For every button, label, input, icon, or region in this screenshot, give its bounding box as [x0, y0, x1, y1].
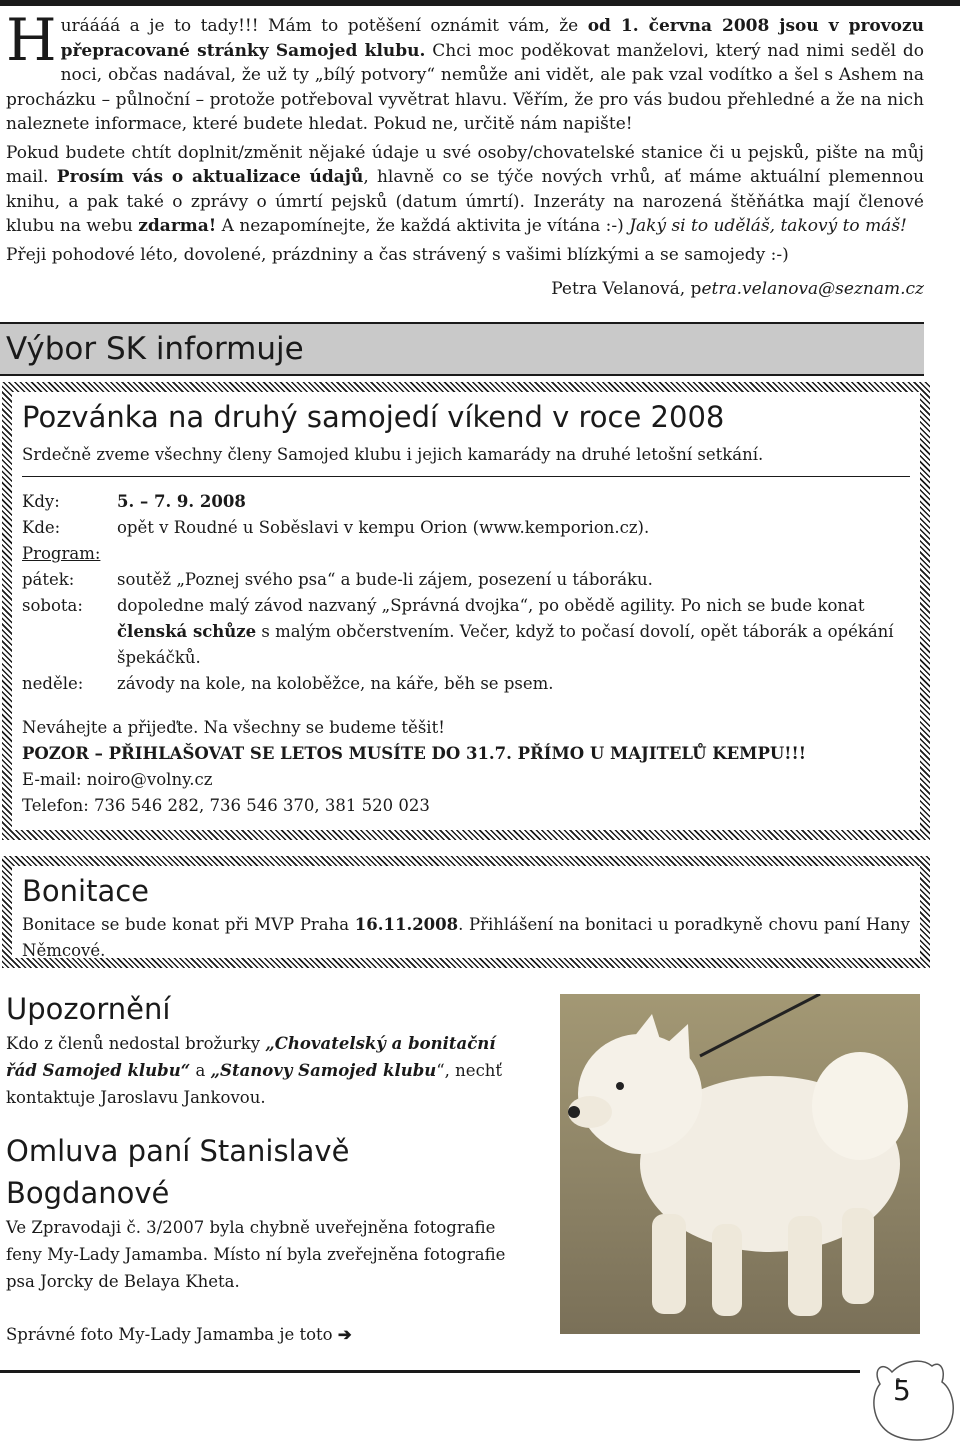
- row-sobota: sobota: dopoledne malý závod nazvaný „Správná dvojka“, po obědě agility. Po nich se bude konat členská schůze s malým občerstvením. Večer, když to počasí dovolí, opět táborák a opékání špekáčků.: [22, 596, 894, 667]
- samoyed-photo: [560, 994, 920, 1334]
- bonitace-box: [2, 856, 930, 968]
- row-program: Program:: [22, 544, 101, 563]
- contact-email[interactable]: E-mail: noiro@volny.cz: [22, 770, 213, 789]
- intro-paragraph-1: Huráááá a je to tady!!! Mám to potěšení oznámit vám, že od 1. června 2008 jsou v provozu přepracované stránky Samojed klubu. Chci moc poděkovat manželovi, který nad nimi seděl do noci, občas nadával, že už ty „bílý potvory“ nemůže ani vidět, ale pak vzal vodítko a šel s Ashem na procházku – půlnoční – protože potřeboval vyvětrat hlavu. Věřím, že pro vás budou přehledné a že na nich naleznete informace, které budete hledat. Pokud ne, určitě nám napište!: [6, 6, 925, 134]
- intro-text: [6, 6, 925, 306]
- invitation-notes: [22, 715, 910, 819]
- row-kde: Kde: opět v Roudné u Soběslavi v kempu Orion (www.kemporion.cz).: [22, 518, 650, 537]
- drop-cap: H: [6, 6, 57, 74]
- row-kdy: Kdy: 5. – 7. 9. 2008: [22, 492, 246, 511]
- invitation-box: [2, 382, 930, 840]
- invitation-divider: [22, 476, 910, 477]
- invitation-note: Neváhejte a přijeďte. Na všechny se budeme těšit!: [22, 718, 445, 737]
- omluva-text: Ve Zpravodaji č. 3/2007 byla chybně uveřejněna fotografie feny My-Lady Jamamba. Místo ní byla zveřejněna fotografie psa Jorcky de Belaya Kheta.: [6, 1218, 506, 1291]
- samoyed-outline-icon: [862, 1350, 960, 1448]
- arrow-right-icon: ➔: [337, 1325, 352, 1344]
- intro-paragraph-2: Pokud budete chtít doplnit/změnit nějaké údaje u své osoby/chovatelské stanice či u pejsků, pište na můj mail. Prosím vás o aktualizace údajů, hlavně co se týče nových vrhů, ať máme aktuální plemennou knihu, a pak také o zprávy o úmrtí pejsků (datum úmrtí). Inzeráty na narozená štěňátka mají členové klubu na webu zdarma! A nezapomínejte, že každá aktivita je vítána :-) Jaký si to uděláš, takový to máš!: [6, 142, 925, 236]
- omluva-title: Omluva paní Stanislavě Bogdanové: [6, 1134, 350, 1210]
- upozorneni-section: [6, 988, 522, 1111]
- footer-rule: [0, 1370, 860, 1373]
- samoyed-dog-image: [560, 994, 920, 1334]
- upozorneni-title: Upozornění: [6, 992, 171, 1026]
- section-title: Výbor SK informuje: [6, 331, 304, 367]
- intro-paragraph-3: Přeji pohodové léto, dovolené, prázdniny a čas strávený s vašimi blízkými a se samojedy :-): [6, 244, 789, 265]
- omluva-section: [6, 1130, 522, 1348]
- photo-note: Správné foto My-Lady Jamamba je toto ➔: [6, 1325, 352, 1344]
- top-rule: [0, 0, 960, 6]
- row-nedele: neděle: závody na kole, na koloběžce, na káře, běh se psem.: [22, 674, 554, 693]
- upozorneni-text: Kdo z členů nedostal brožurky „Chovatelský a bonitační řád Samojed klubu“ a „Stanovy Samojed klubu“, nechť kontaktuje Jaroslavu Jankovou.: [6, 1034, 503, 1107]
- bonitace-text: Bonitace se bude konat při MVP Praha 16.11.2008. Přihlášení na bonitaci u poradkyně chovu paní Hany Němcové.: [22, 915, 911, 960]
- registration-warning: POZOR – PŘIHLAŠOVAT SE LETOS MUSÍTE DO 31.7. PŘÍMO U MAJITELŮ KEMPU!!!: [22, 744, 806, 763]
- invitation-title: Pozvánka na druhý samojedí víkend v roce 2008: [22, 400, 725, 434]
- section-header: [0, 322, 924, 376]
- contact-phone: Telefon: 736 546 282, 736 546 370, 381 520 023: [22, 796, 430, 815]
- signature: Petra Velanová, petra.velanova@seznam.cz: [551, 279, 924, 299]
- page-number: 5: [893, 1374, 911, 1407]
- signature-email[interactable]: etra.velanova@seznam.cz: [701, 279, 924, 299]
- row-patek: pátek: soutěž „Poznej svého psa“ a bude-li zájem, posezení u táboráku.: [22, 570, 653, 589]
- bonitace-title: Bonitace: [22, 874, 150, 908]
- invitation-lead: Srdečně zveme všechny členy Samojed klubu i jejich kamarády na druhé letošní setkání.: [22, 445, 764, 464]
